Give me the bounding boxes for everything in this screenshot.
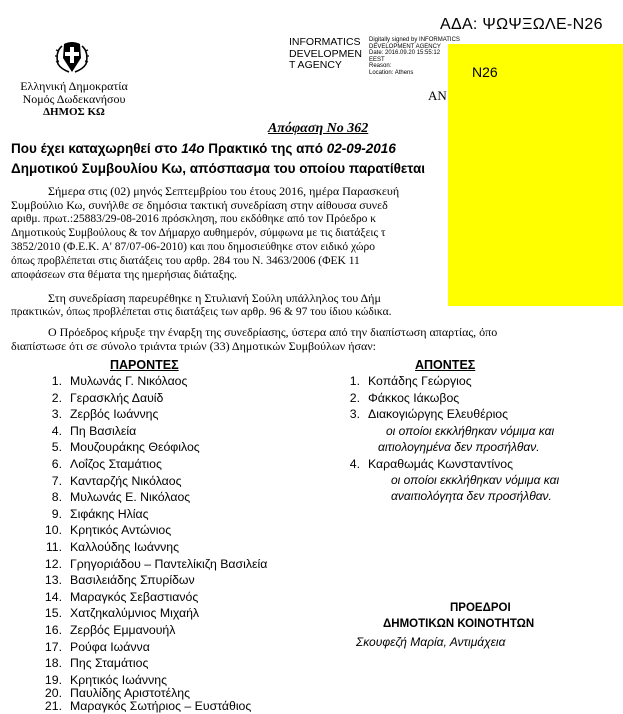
present-item-number: 12. — [44, 556, 62, 571]
present-item-number: 17. — [44, 639, 62, 654]
present-item-1 — [38, 374, 187, 388]
present-item-13 — [38, 573, 195, 587]
agency-line-1: INFORMATICS — [289, 36, 361, 48]
present-item-7 — [38, 474, 182, 488]
absent-item-number: 1. — [349, 374, 360, 388]
present-item-name: Πης Σταμάτιος — [70, 656, 149, 671]
present-item-number: 16. — [44, 623, 62, 637]
paragraph-line-9: πρακτικών, όπως προβλέπεται στις διατάξεις των αρθρ. 96 & 97 του ίδιου κώδικα. — [11, 306, 392, 318]
present-item-name: Βασιλειάδης Σπυρίδων — [70, 573, 195, 588]
absent-item-name: Φάκκος Ιάκωβος — [368, 390, 460, 405]
present-item-name: Σιφάκης Ηλίας — [70, 506, 149, 521]
present-item-11 — [38, 540, 179, 554]
present-item-name: Γερασκλής Δαυίδ — [70, 390, 164, 405]
absent-heading: ΑΠΟΝΤΕΣ — [415, 358, 476, 372]
ada-code: ΑΔΑ: ΨΩΨΞΩΛΕ-Ν26 — [440, 16, 603, 33]
present-item-name: Γρηγοριάδου – Παντελίκιζη Βασιλεία — [70, 556, 268, 571]
signature-line-3: Date: 2016.09.20 15:55:12 — [369, 50, 441, 56]
paragraph-line-5: 3852/2010 (Φ.Ε.Κ. Α' 87/07-06-2010) και που δημοσιεύθηκε στον ειδικό χώρο — [11, 241, 375, 253]
yellow-overlay — [448, 44, 623, 306]
present-item-number: 15. — [44, 606, 62, 621]
present-item-20 — [38, 686, 190, 700]
decision-heading-line-2: Δημοτικού Συμβουλίου Κω, απόσπασμα του οποίου παρατίθεται — [11, 161, 426, 176]
present-item-number: 7. — [51, 473, 62, 488]
present-item-number: 8. — [51, 490, 62, 505]
present-item-19 — [38, 673, 167, 687]
present-item-number: 1. — [51, 374, 62, 388]
present-item-4 — [38, 424, 136, 438]
present-item-name: Μουζουράκης Θεόφιλος — [70, 440, 200, 455]
present-item-18 — [38, 656, 148, 670]
present-item-15 — [38, 606, 199, 620]
signature-line-6: Location: Athens — [369, 69, 414, 76]
heading-date: 02-09-2016 — [326, 141, 396, 156]
issuer-block — [10, 80, 138, 119]
present-item-10 — [38, 523, 171, 537]
signature-line-2: DEVELOPMENT AGENCY — [369, 43, 441, 50]
absent-note-a-line-2: αιτιολογημένα δεν προσήλθαν. — [378, 440, 540, 454]
paragraph-line-1: Σήμερα στις (02) μηνός Σεπτεμβρίου του έτους 2016, ημέρα Παρασκευή — [48, 184, 400, 198]
absent-item-2 — [336, 391, 459, 405]
absent-note-b-line-1: οι οποίοι εκκλήθηκαν νόμιμα και — [391, 473, 560, 487]
present-item-number: 9. — [51, 506, 62, 521]
present-item-number: 14. — [44, 589, 62, 604]
present-item-2 — [38, 391, 163, 405]
heading-mid: Πρακτικό της από — [204, 141, 327, 156]
overlay-text: Ν26 — [472, 64, 498, 80]
paragraph-line-8: Στη συνεδρίαση παρευρέθηκε η Στυλιανή Σούλη υπάλληλος του Δήμ — [48, 291, 381, 305]
present-heading: ΠΑΡΟΝΤΕΣ — [110, 358, 179, 372]
present-item-name: Μυλωνάς Ε. Νικόλαος — [70, 490, 191, 505]
presidents-heading: ΠΡΟΕΔΡΟΙ — [450, 602, 511, 614]
present-item-number: 4. — [51, 423, 62, 438]
present-item-name: Κρητικός Αντώνιος — [70, 523, 172, 538]
present-item-3 — [38, 407, 158, 421]
paragraph-line-6: όπως προβλέπεται στις διατάξεις του αρθρ. 284 του Ν. 3463/2006 (ΦΕΚ 11 — [11, 255, 360, 267]
present-item-name: Παυλίδης Αριστοτέλης — [70, 686, 191, 700]
present-item-name: Λοΐζος Σταμάτιος — [70, 457, 162, 471]
present-item-number: 11. — [45, 540, 62, 554]
present-item-name: Πη Βασιλεία — [70, 423, 137, 438]
present-item-number: 3. — [51, 407, 62, 422]
issuer-line-prefecture: Νομός Δωδεκανήσου — [22, 92, 126, 106]
paragraph-line-10: Ο Πρόεδρος κήρυξε την έναρξη της συνεδρίασης, ύστερα από την διαπίστωση απαρτίας, όπο — [48, 325, 498, 339]
present-item-name: Χατζηκαλύμνιος Μιχαήλ — [70, 606, 200, 621]
heading-prefix: Που έχει καταχωρηθεί στο — [11, 141, 182, 156]
present-item-number: 18. — [44, 656, 62, 671]
absent-item-number: 3. — [349, 407, 360, 422]
present-item-name: Κανταρζής Νικόλαος — [70, 473, 182, 488]
present-item-number: 5. — [51, 440, 62, 455]
paragraph-line-3: αριθμ. πρωτ.:25883/29-08-2016 πρόσκληση, που εκδόθηκε από τον Πρόεδρο κ — [11, 213, 377, 225]
partial-header-text: ΑΝ — [428, 88, 447, 103]
signature-line-1: Digitally signed by INFORMATICS — [369, 37, 460, 43]
issuer-line-republic: Ελληνική Δημοκρατία — [20, 79, 128, 93]
paragraph-line-2: Συμβούλιο Κω, συνήλθε σε δημόσια τακτική συνεδρίαση στην αίθουσα συνεδ — [11, 198, 388, 212]
president-entry: Σκουφεζή Μαρία, Αντιμάχεια — [356, 635, 506, 649]
present-item-5 — [38, 440, 200, 454]
paragraph-line-7: αποφάσεων στα θέματα της ημερήσιας διάταξης. — [11, 269, 238, 281]
greek-emblem-icon — [52, 38, 92, 74]
present-item-name: Μαραγκός Σωτήριος – Ευστάθιος — [70, 699, 252, 713]
decision-heading-line-1 — [11, 141, 396, 156]
absent-item-1 — [336, 374, 472, 388]
paragraph-line-11: διαπίστωσε ότι σε σύνολο τριάντα τριών (33) Δημοτικών Συμβούλων ήσαν: — [11, 339, 377, 353]
present-item-number: 6. — [51, 457, 62, 471]
agency-name — [289, 37, 362, 72]
present-item-6 — [38, 457, 162, 471]
present-item-name: Κρητικός Ιωάννης — [70, 672, 167, 687]
present-item-name: Μαραγκός Σεβαστιανός — [70, 589, 199, 604]
absent-item-name: Κοπάδης Γεώργιος — [368, 374, 472, 388]
present-item-number: 21. — [44, 699, 62, 713]
present-item-number: 19. — [44, 672, 62, 687]
present-item-number: 10. — [44, 523, 62, 538]
heading-session-number: 14ο — [181, 141, 205, 156]
present-item-17 — [38, 640, 150, 654]
community-councils-heading: ΔΗΜΟΤΙΚΩΝ ΚΟΙΝΟΤΗΤΩΝ — [383, 618, 535, 630]
agency-line-2: DEVELOPMEN — [289, 47, 362, 60]
absent-item-name: Διακογιώργης Ελευθέριος — [368, 407, 509, 422]
present-item-number: 20. — [44, 686, 62, 700]
present-item-name: Ρούφα Ιωάννα — [70, 639, 150, 654]
present-item-14 — [38, 590, 198, 604]
paragraph-line-4: Δημοτικούς Συμβούλους & τον Δήμαρχο αυθημερόν, σύμφωνα με τις διατάξεις τ — [11, 227, 386, 239]
present-item-12 — [38, 557, 267, 571]
present-item-8 — [38, 490, 190, 504]
issuer-line-municipality: ΔΗΜΟΣ ΚΩ — [43, 106, 105, 118]
absent-note-a-line-1: οι οποίοι εκκλήθηκαν νόμιμα και — [386, 424, 555, 438]
present-item-name: Καλλούδης Ιωάννης — [70, 540, 180, 554]
present-item-number: 13. — [44, 573, 62, 588]
present-item-number: 2. — [51, 390, 62, 405]
absent-item-name: Καραθωμάς Κωνσταντίνος — [368, 457, 514, 471]
present-item-name: Μυλωνάς Γ. Νικόλαος — [70, 374, 188, 388]
absent-item-4 — [336, 457, 513, 471]
signature-line-5: Reason: — [369, 63, 392, 69]
digital-signature-block — [369, 37, 460, 76]
present-item-name: Ζερβός Εμμανουήλ — [70, 623, 176, 637]
absent-item-number: 2. — [349, 390, 360, 405]
present-item-16 — [38, 623, 175, 637]
present-item-9 — [38, 507, 149, 521]
signature-line-4: EEST — [369, 56, 385, 63]
present-item-name: Ζερβός Ιωάννης — [70, 407, 159, 422]
absent-item-number: 4. — [349, 457, 360, 471]
decision-title: Απόφαση Νο 362 — [268, 121, 369, 136]
absent-note-b-line-2: αναιτιολόγητα δεν προσήλθαν. — [391, 489, 552, 503]
present-item-21 — [38, 699, 251, 713]
absent-item-3 — [336, 407, 508, 421]
agency-line-3: T AGENCY — [289, 59, 342, 71]
